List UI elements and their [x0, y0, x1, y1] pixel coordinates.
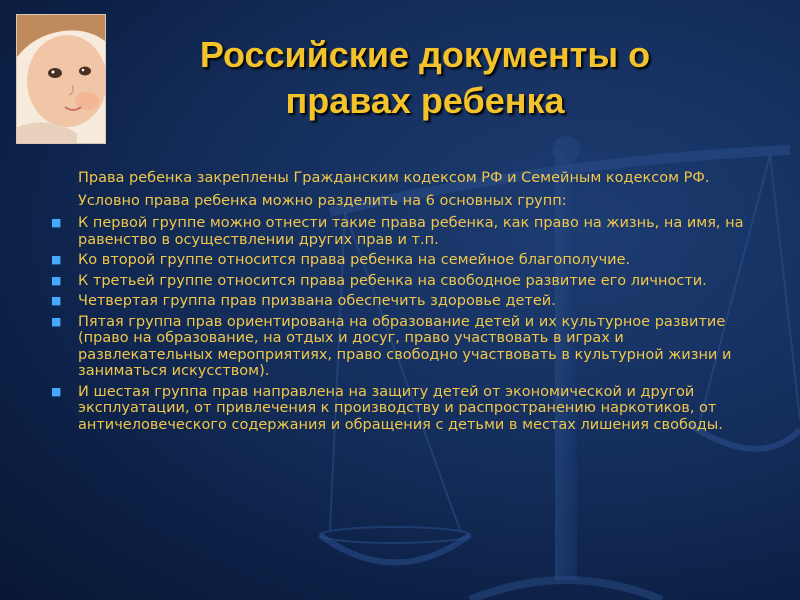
slide-title: [130, 32, 720, 124]
square-bullet-icon: ■: [51, 253, 62, 266]
list-item: [50, 293, 750, 310]
intro-paragraph-2: Условно права ребенка можно разделить на 6 основных групп:: [78, 192, 567, 209]
list-item: [50, 252, 750, 269]
list-item: [50, 384, 750, 434]
title-line-2: правах ребенка: [285, 80, 565, 121]
baby-photo: [16, 14, 106, 144]
list-item: [50, 314, 750, 380]
list-item-text: Четвертая группа прав призвана обеспечить здоровье детей.: [78, 293, 556, 309]
square-bullet-icon: ■: [51, 294, 62, 307]
list-item-text: И шестая группа прав направлена на защиту детей от экономической и другой эксплуатации, от привлечения к производству и распространению наркотиков, от античеловеческого содержания и обращения с детьми в местах лишения свободы.: [78, 383, 723, 433]
list-item-text: Ко второй группе относится права ребенка на семейное благополучие.: [78, 252, 631, 268]
square-bullet-icon: ■: [51, 314, 62, 328]
list-item-text: Пятая группа прав ориентирована на образование детей и их культурное развитие (право на образование, на отдых и досуг, право участвовать в играх и развлекательных мероприятиях, право свободно участвовать в культурной жизни и заниматься искусством).: [78, 313, 732, 379]
intro-paragraph-1: Права ребенка закреплены Гражданским кодексом РФ и Семейным кодексом РФ.: [78, 170, 710, 186]
baby-face-icon: [17, 15, 105, 143]
list-item-text: К третьей группе относится права ребенка на свободное развитие его личности.: [78, 272, 707, 289]
square-bullet-icon: ■: [51, 384, 62, 398]
content-text: [50, 170, 750, 437]
list-item-text: К первой группе можно отнести такие права ребенка, как право на жизнь, на имя, на равенство в осуществлении других прав и т.п.: [78, 215, 744, 248]
list-item: [50, 215, 750, 248]
title-line-1: Российские документы о: [199, 34, 651, 75]
square-bullet-icon: ■: [51, 216, 62, 229]
square-bullet-icon: ■: [51, 273, 62, 287]
list-item: [50, 273, 750, 290]
